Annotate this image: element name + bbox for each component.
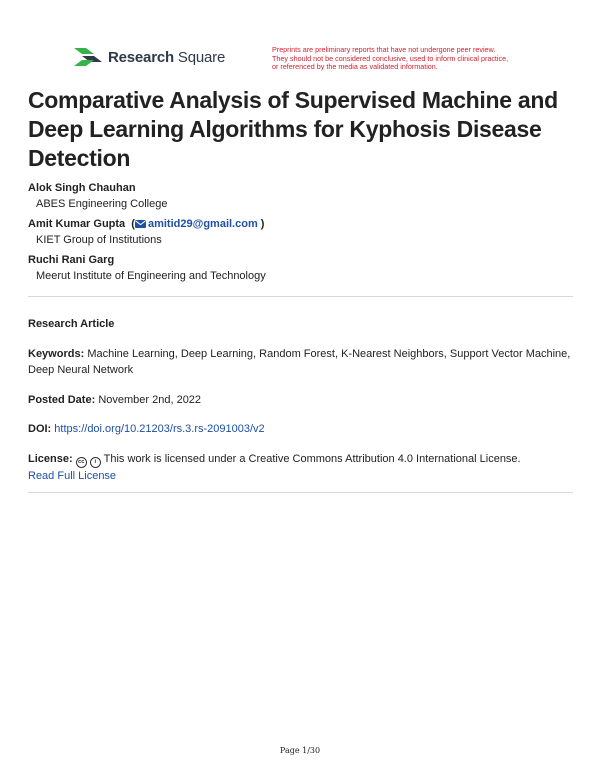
creative-commons-icon: cc	[76, 457, 87, 468]
logo-word-research: Research	[108, 48, 174, 66]
license	[28, 451, 573, 484]
article-type-text: Research Article	[28, 318, 115, 330]
author-email-link[interactable]: amitid29@gmail.com	[147, 218, 258, 230]
author-affiliation: ABES Engineering College	[36, 198, 168, 210]
attribution-icon: i	[90, 457, 101, 468]
keywords-text: Machine Learning, Deep Learning, Random Forest, K-Nearest Neighbors, Support Vector Machine, Deep Neural Network	[28, 348, 571, 376]
author-list	[28, 180, 573, 288]
keywords	[28, 346, 573, 378]
author-affiliation: Meerut Institute of Engineering and Technology	[36, 270, 266, 282]
posted-date-value: November 2nd, 2022	[98, 394, 202, 406]
research-square-logo-icon	[74, 46, 102, 68]
doi-link[interactable]: https://doi.org/10.21203/rs.3.rs-2091003/v2	[54, 423, 265, 435]
author-name: Amit Kumar Gupta ( amitid29@gmail.com )	[28, 218, 265, 230]
license-text: This work is licensed under a Creative Commons Attribution 4.0 International License.	[103, 453, 521, 465]
doi	[28, 421, 573, 437]
notice-line: or referenced by the media as validated information.	[272, 62, 438, 72]
posted-date-label: Posted Date:	[28, 394, 96, 406]
author-affiliation: KIET Group of Institutions	[36, 234, 162, 246]
envelope-icon	[135, 220, 146, 228]
author-name-text: Amit Kumar Gupta	[28, 218, 126, 230]
license-label: License:	[28, 453, 73, 465]
divider	[28, 296, 573, 297]
page-number: Page 1/30	[279, 746, 321, 755]
keywords-label: Keywords:	[28, 348, 85, 360]
article-type	[28, 316, 573, 332]
doi-label: DOI:	[28, 423, 52, 435]
header	[74, 46, 554, 76]
divider	[28, 492, 573, 493]
read-full-license-link[interactable]: Read Full License	[28, 470, 117, 482]
posted-date	[28, 392, 573, 408]
author-name: Ruchi Rani Garg	[28, 254, 115, 266]
logo-text	[108, 49, 225, 66]
logo-word-square: Square	[177, 48, 226, 66]
notice-line: Preprints are preliminary reports that have not undergone peer review.	[272, 45, 496, 54]
research-square-logo[interactable]	[74, 46, 225, 68]
author-name: Alok Singh Chauhan	[28, 182, 136, 194]
notice-line: They should not be considered conclusive, used to inform clinical practice,	[272, 53, 509, 63]
paper-title: Comparative Analysis of Supervised Machine and Deep Learning Algorithms for Kyphosis Disease Detection	[28, 87, 558, 171]
preprint-notice	[272, 46, 562, 72]
